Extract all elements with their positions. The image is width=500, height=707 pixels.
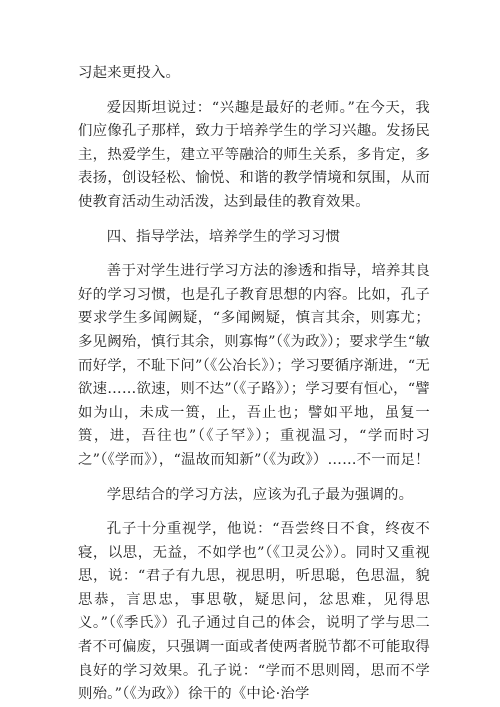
paragraph-learning-thinking: 学思结合的学习方法，应该为孔子最为强调的。 bbox=[106, 486, 414, 503]
paragraph-study-habits: 善于对学生进行学习方法的渗透和指导，培养其良好的学习习惯，也是孔子教育思想的内容。比如，孔子要求学生多闻阙疑，“多闻阙疑，慎言其余，则寡尤；多见阙殆，慎行其余，则寡悔”（《为政》）；要求学生“敏而好学，不耻下问”（《公冶长》）；学习要循序渐进，“无欲速……欲速，则不达”（《子路》）；学习要有恒心，“譬如为山，未成一篑，止，吾止也；譬如平地，虽复一篑，进，吾往也”（《子罕》）；重视温习，“学而时习之”（《学而》），“温故而知新”（《为政》）……不一而足！ bbox=[78, 263, 430, 468]
paragraph-interest-teacher: 爱因斯坦说过：“兴趣是最好的老师。”在今天，我们应像孔子那样，致力于培养学生的学习兴趣。发扬民主，热爱学生，建立平等融洽的师生关系，多肯定，多表扬，创设轻松、愉悦、和谐的教学情境和氛围，从而使教育活动生动活泼，达到最佳的教育效果。 bbox=[78, 99, 430, 210]
document-body bbox=[78, 62, 430, 707]
paragraph-continuation: 习起来更投入。 bbox=[78, 65, 181, 81]
paragraph-confucius-learning: 孔子十分重视学，他说：“吾尝终日不食，终夜不寝，以思，无益，不如学也”（《卫灵公》）。同时又重视思，说：“君子有九思，视思明，听思聪，色思温，貌思恭，言思忠，事思敬，疑思问，忿思难，见得思义。”（《季氏》）孔子通过自己的体会，说明了学与思二者不可偏废，只强调一面或者使两者脱节都不可能取得良好的学习效果。孔子说：“学而不思则罔，思而不学则殆。”（《为政》）徐干的《中论·治学 bbox=[78, 521, 430, 703]
section-heading: 四、指导学法，培养学生的学习习惯 bbox=[106, 228, 341, 245]
